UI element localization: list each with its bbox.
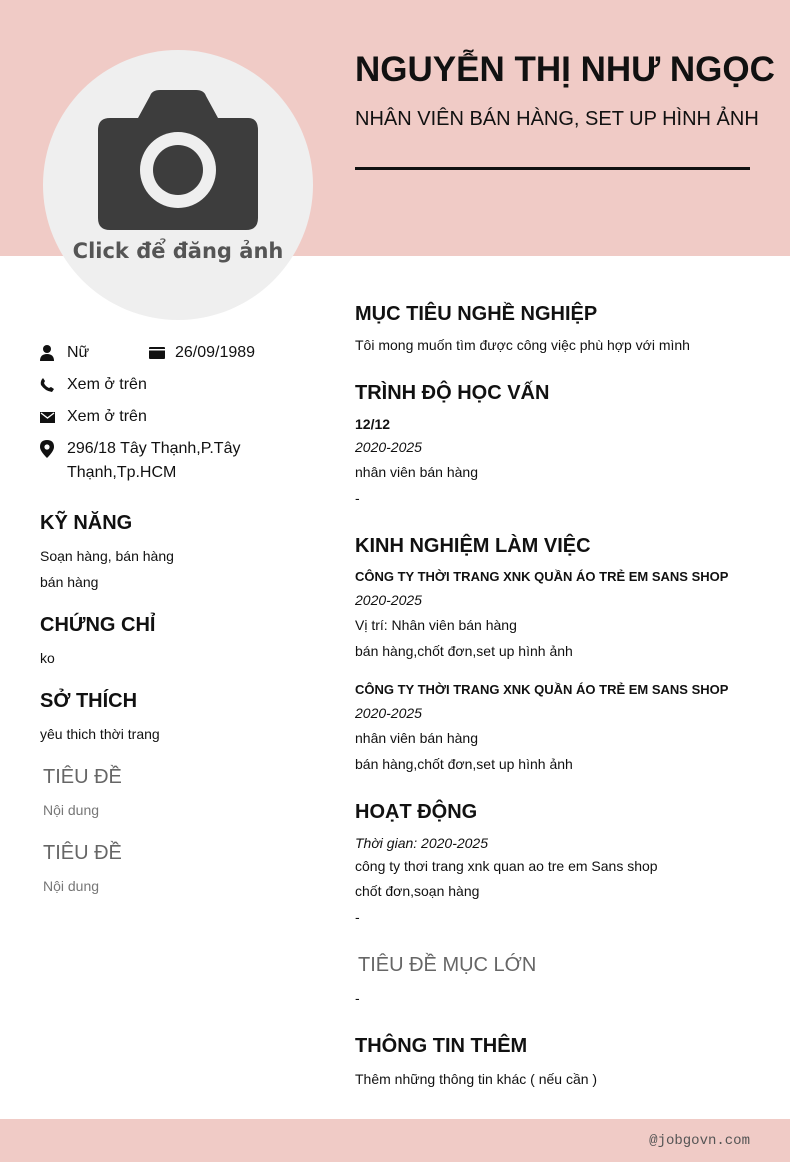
location-pin-icon xyxy=(39,441,55,457)
extra-section-title[interactable]: TIÊU ĐỀ xyxy=(43,766,122,788)
email-icon xyxy=(39,409,55,425)
experience-title[interactable]: KINH NGHIỆM LÀM VIỆC xyxy=(355,535,591,557)
objective-title[interactable]: MỤC TIÊU NGHỀ NGHIỆP xyxy=(355,303,598,325)
calendar-icon xyxy=(149,345,165,361)
more-info-title[interactable]: THÔNG TIN THÊM xyxy=(355,1035,528,1057)
gender-value[interactable]: Nữ xyxy=(67,344,90,361)
education-school[interactable]: 12/12 xyxy=(355,416,391,432)
education-title[interactable]: TRÌNH ĐỘ HỌC VẤN xyxy=(355,382,550,404)
education-note[interactable]: - xyxy=(355,490,360,506)
job-role[interactable]: Vị trí: Nhân viên bán hàng xyxy=(355,617,517,633)
big-section-note[interactable]: - xyxy=(355,990,360,1006)
more-info-text[interactable]: Thêm những thông tin khác ( nếu cần ) xyxy=(355,1071,598,1087)
activity-time[interactable]: Thời gian: 2020-2025 xyxy=(355,835,488,851)
phone-icon xyxy=(39,377,55,393)
job-description[interactable]: bán hàng,chốt đơn,set up hình ảnh xyxy=(355,756,573,772)
skill-item[interactable]: Soạn hàng, bán hàng xyxy=(40,548,174,564)
job-description[interactable]: bán hàng,chốt đơn,set up hình ảnh xyxy=(355,643,573,659)
camera-icon xyxy=(98,90,258,230)
job-company[interactable]: CÔNG TY THỜI TRANG XNK QUẦN ÁO TRẺ EM SANS SHOP xyxy=(355,682,729,697)
activity-note[interactable]: - xyxy=(355,909,360,925)
avatar-upload[interactable] xyxy=(43,50,313,320)
hobbies-title[interactable]: SỞ THÍCH xyxy=(40,690,138,712)
job-company[interactable]: CÔNG TY THỜI TRANG XNK QUẦN ÁO TRẺ EM SANS SHOP xyxy=(355,569,729,584)
email-value[interactable]: Xem ở trên xyxy=(67,408,147,425)
phone-value[interactable]: Xem ở trên xyxy=(67,376,147,393)
person-icon xyxy=(39,345,55,361)
extra-section-content[interactable]: Nội dung xyxy=(43,878,100,894)
certificate-item[interactable]: ko xyxy=(40,650,55,666)
job-role[interactable]: nhân viên bán hàng xyxy=(355,730,478,746)
job-period[interactable]: 2020-2025 xyxy=(355,705,422,721)
activity-description[interactable]: chốt đơn,soạn hàng xyxy=(355,883,480,899)
hobby-item[interactable]: yêu thich thời trang xyxy=(40,726,160,742)
title-divider xyxy=(355,167,750,170)
objective-text[interactable]: Tôi mong muốn tìm được công việc phù hợp với mình xyxy=(355,337,690,353)
skill-item[interactable]: bán hàng xyxy=(40,574,99,590)
activity-organization[interactable]: công ty thơi trang xnk quan ao tre em Sans shop xyxy=(355,858,658,874)
certificates-title[interactable]: CHỨNG CHỈ xyxy=(40,614,156,636)
footer-watermark: @jobgovn.com xyxy=(649,1133,750,1149)
skills-title[interactable]: KỸ NĂNG xyxy=(40,512,133,534)
education-major[interactable]: nhân viên bán hàng xyxy=(355,464,478,480)
job-period[interactable]: 2020-2025 xyxy=(355,592,422,608)
candidate-name[interactable]: NGUYỄN THỊ NHƯ NGỌC xyxy=(355,50,775,89)
avatar-label: Click để đăng ảnh xyxy=(72,239,284,263)
education-period[interactable]: 2020-2025 xyxy=(355,439,422,455)
extra-section-content[interactable]: Nội dung xyxy=(43,802,100,818)
birthday-value[interactable]: 26/09/1989 xyxy=(175,344,256,361)
address-line-2[interactable]: Thạnh,Tp.HCM xyxy=(67,464,177,481)
activities-title[interactable]: HOẠT ĐỘNG xyxy=(355,801,478,823)
extra-section-title[interactable]: TIÊU ĐỀ xyxy=(43,842,122,864)
big-section-title[interactable]: TIÊU ĐỀ MỤC LỚN xyxy=(358,954,537,976)
address-line-1[interactable]: 296/18 Tây Thạnh,P.Tây xyxy=(67,440,241,457)
candidate-position[interactable]: NHÂN VIÊN BÁN HÀNG, SET UP HÌNH ẢNH xyxy=(355,108,759,130)
